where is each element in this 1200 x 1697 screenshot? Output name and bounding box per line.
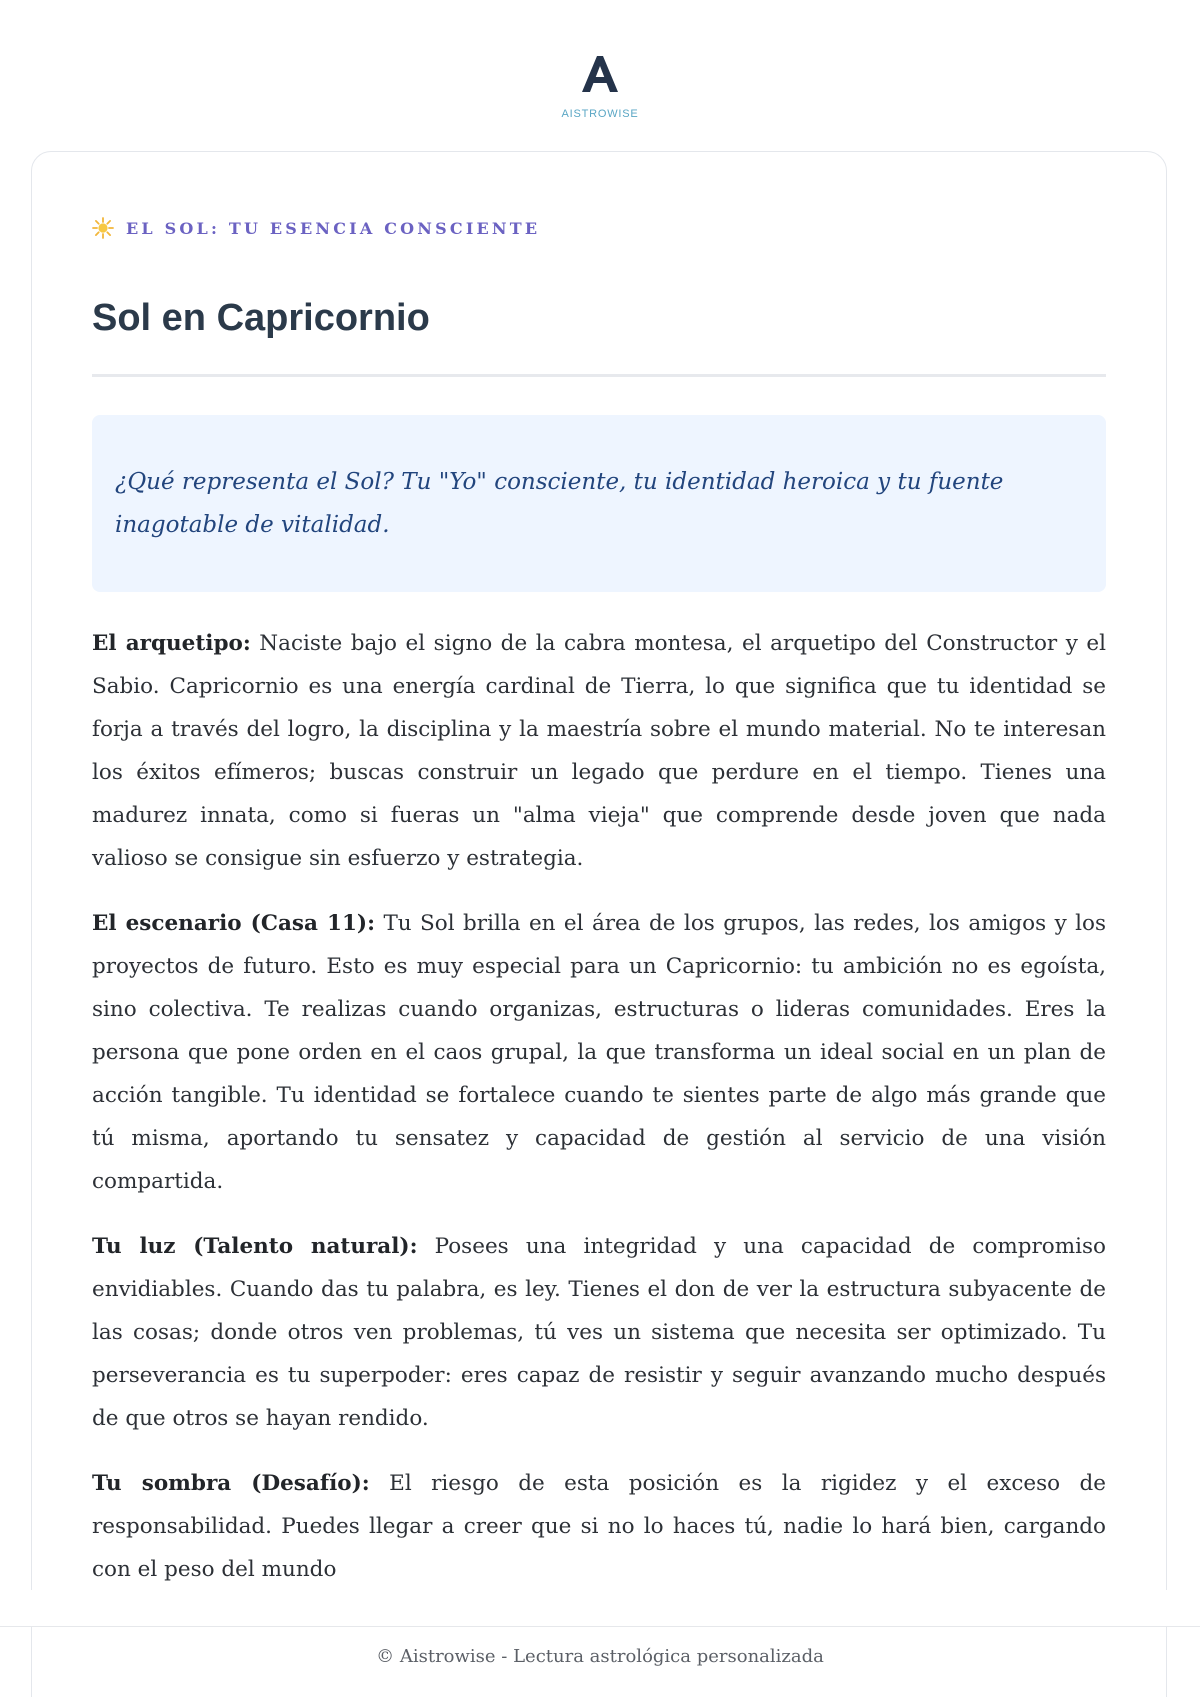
eyebrow-label: EL SOL: TU ESENCIA CONSCIENTE: [126, 218, 541, 238]
paragraph-arquetipo: [92, 622, 1106, 880]
paragraph-text: El riesgo de esta posición es la rigidez y el exceso de responsabilidad. Puedes llegar a creer que si no lo haces tú, nadie lo hará bien, cargando con el peso del mundo: [92, 1471, 1107, 1582]
paragraph-escenario: [92, 902, 1106, 1203]
paragraph-text: Tu Sol brilla en el área de los grupos, las redes, los amigos y los proyectos de futuro. Esto es muy especial para un Capricornio: tu ambición no es egoísta, sino colectiva. Te realizas cuando organizas, estructuras o lideras comunidades. Eres la persona que pone orden en el caos grupal, la que transforma un ideal social en un plan de acción tangible. Tu identidad se fortalece cuando te sientes parte de algo más grande que tú misma, aportando tu sensatez y capacidad de gestión al servicio de una visión compartida.: [92, 911, 1106, 1194]
sun-icon: [92, 217, 114, 239]
footer-divider: [0, 1626, 1200, 1627]
paragraph-sombra: [92, 1462, 1106, 1591]
paragraph-lead: El escenario (Casa 11):: [92, 911, 376, 936]
intro-quote-text: ¿Qué representa el Sol? Tu "Yo" consciente, tu identidad heroica y tu fuente inagotable de vitalidad.: [115, 469, 1004, 538]
paragraph-lead: El arquetipo:: [92, 631, 251, 656]
page-break-mask: [0, 1590, 1200, 1626]
title-divider: [92, 374, 1106, 377]
brand-name: AISTROWISE: [561, 108, 639, 120]
letter-a-logo-icon: [578, 52, 622, 96]
intro-quote-box: [92, 415, 1106, 592]
article-body: [92, 622, 1106, 1613]
section-eyebrow: [92, 216, 540, 240]
paragraph-lead: Tu sombra (Desafío):: [92, 1471, 370, 1496]
paragraph-lead: Tu luz (Talento natural):: [92, 1234, 418, 1259]
page-title: Sol en Capricornio: [92, 297, 430, 339]
paragraph-luz: [92, 1225, 1106, 1440]
paragraph-text: Posees una integridad y una capacidad de compromiso envidiables. Cuando das tu palabra, es ley. Tienes el don de ver la estructura subyacente de las cosas; donde otros ven problemas, tú ves un sistema que necesita ser optimizado. Tu perseverancia es tu superpoder: eres capaz de resistir y seguir avanzando mucho después de que otros se hayan rendido.: [92, 1234, 1106, 1431]
page-footer: © Aistrowise - Lectura astrológica personalizada: [376, 1646, 824, 1667]
brand-logo: [0, 52, 1200, 120]
paragraph-text: Naciste bajo el signo de la cabra montesa, el arquetipo del Constructor y el Sabio. Capricornio es una energía cardinal de Tierra, lo que significa que tu identidad se forja a través del logro, la disciplina y la maestría sobre el mundo material. No te interesan los éxitos efímeros; buscas construir un legado que perdure en el tiempo. Tienes una madurez innata, como si fueras un "alma vieja" que comprende desde joven que nada valioso se consigue sin esfuerzo y estrategia.: [92, 631, 1106, 871]
